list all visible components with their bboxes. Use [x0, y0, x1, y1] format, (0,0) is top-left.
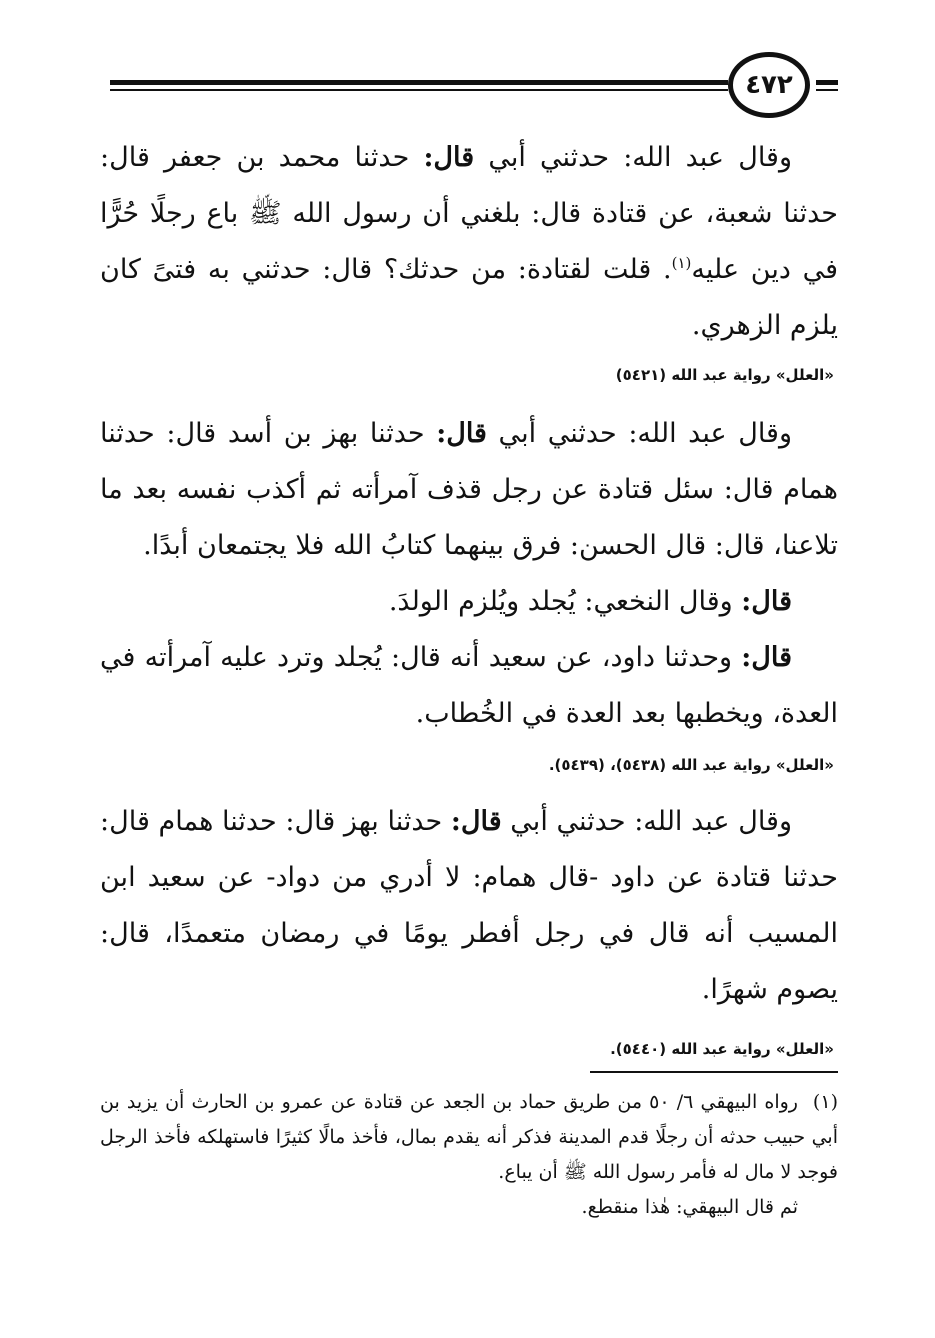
main-text: [100, 130, 838, 1058]
citation-1: «العلل» رواية عبد الله (٥٤٢١): [615, 366, 834, 384]
footnote-marker: (١): [812, 1091, 838, 1113]
footnote-text: رواه البيهقي ٦/ ٥٠ من طريق حماد بن الجعد عن قتادة عن عمرو بن الحارث أن يزيد بن أبي حبيب حدثه أن رجلًا قدم المدينة فذكر أنه يقدم بمال، فأخذ مالًا كثيرًا فاستهلكه فأخذ الرجل فوجد لا مال له فأمر رسول الله ﷺ أن يباع.: [100, 1091, 838, 1183]
footnote-reference[interactable]: (١): [671, 254, 692, 272]
footnote-1-note: ثم قال البيهقي: هٰذا منقطع.: [581, 1196, 798, 1218]
paragraph-5: وقال عبد الله: حدثني أبي قال: حدثنا بهز قال: حدثنا همام قال: حدثنا قتادة عن داود -قال همام: لا أدري من دواد- عن سعيد ابن المسيب أنه قال في رجل أفطر يومًا في رمضان متعمدًا، قال: يصوم شهرًا.: [100, 806, 838, 1005]
paragraph-4: قال: وحدثنا داود، عن سعيد أنه قال: يُجلد وترد عليه آمرأته في العدة، ويخطبها بعد العدة في الخُطاب.: [100, 642, 838, 729]
citation-2: «العلل» رواية عبد الله (٥٤٣٨)، (٥٤٣٩).: [548, 756, 834, 774]
page-number: ٤٧٢: [728, 52, 810, 118]
paragraph-3: قال: وقال النخعي: يُجلد ويُلزم الولدَ.: [388, 586, 792, 617]
header-rule-right-thick: [816, 80, 838, 85]
page-header: [110, 52, 838, 122]
header-rule-thick: [110, 80, 728, 85]
citation-3: «العلل» رواية عبد الله (٥٤٤٠).: [610, 1040, 834, 1058]
paragraph-1: وقال عبد الله: حدثني أبي قال: حدثنا محمد بن جعفر قال: حدثنا شعبة، عن قتادة قال: بلغني أن رسول الله ﷺ باع رجلًا حُرًّا في دين عليه$^{(١)}$. قلت لقتادة: من حدثك؟ قال: حدثني به فتىً كان يلزم الزهري.: [100, 142, 838, 341]
footnote-separator: [590, 1071, 838, 1073]
footnotes: [100, 1085, 838, 1225]
header-rule-right-thin: [816, 89, 838, 91]
paragraph-2: وقال عبد الله: حدثني أبي قال: حدثنا بهز بن أسد قال: حدثنا همام قال: سئل قتادة عن رجل قذف آمرأته ثم أكذب نفسه بعد ما تلاعنا، قال: قال الحسن: فرق بينهما كتابُ الله فلا يجتمعان أبدًا.: [100, 418, 838, 561]
header-rule-thin: [110, 89, 728, 91]
footnote-1: [100, 1085, 838, 1190]
